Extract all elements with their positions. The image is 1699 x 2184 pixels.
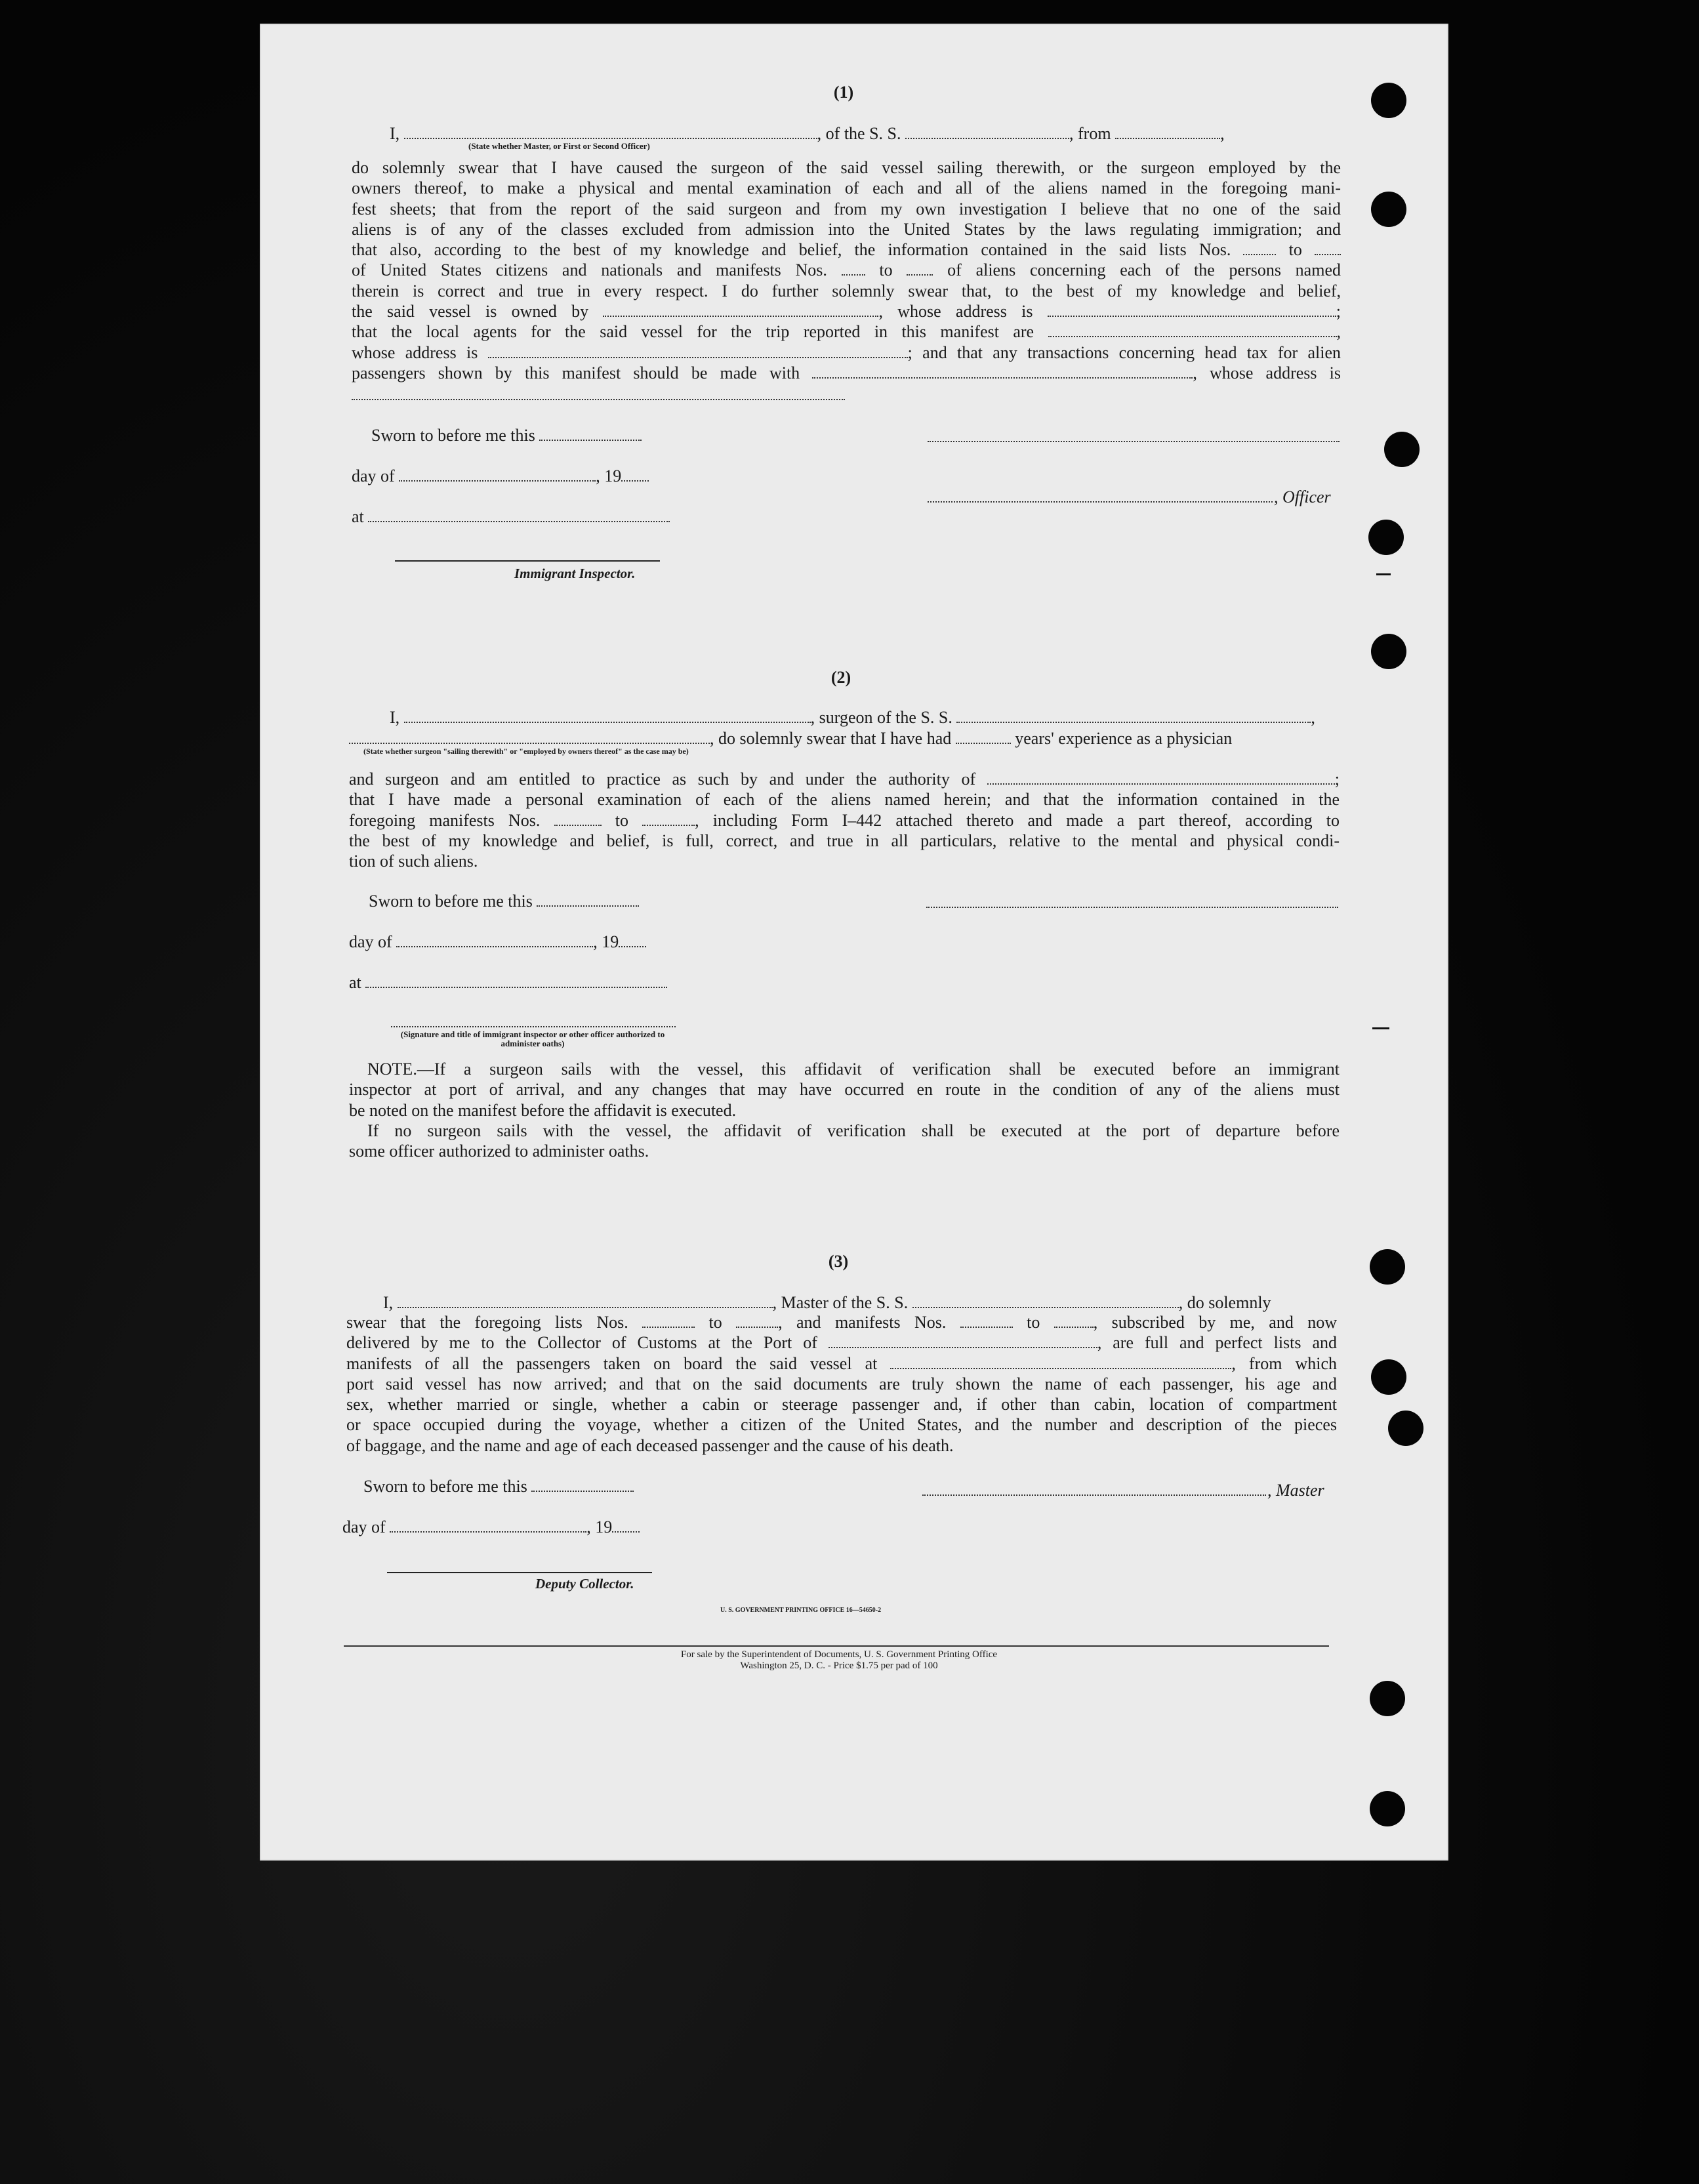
sworn-label: Sworn to before me this	[369, 891, 639, 911]
signature-line	[922, 1494, 1266, 1496]
punch-hole	[1371, 634, 1406, 669]
day-of-label: day of , 19	[342, 1517, 640, 1537]
master-label: , Master	[1267, 1481, 1324, 1500]
at-label: at	[349, 972, 667, 993]
punch-hole	[1371, 1359, 1406, 1395]
section-number: (1)	[833, 83, 854, 102]
field-hint: (State whether Master, or First or Second Officer)	[468, 141, 650, 151]
affidavit-line: I, , Master of the S. S. , do solemnly	[383, 1293, 1271, 1312]
day-of-label: day of , 19	[349, 932, 646, 952]
affidavit-text: and surgeon and am entitled to practice as such by and under the authority of ; that I have made a personal examination of each of the aliens named herein; and that the information contained in the foregoing manifests Nos. to , including Form I–442 attached thereto and made a part thereof, according to the best of my knowledge and belief, is full, correct, and true in all particulars, relative to the mental and physical condi- tion of such aliens.	[349, 770, 1340, 871]
punch-hole	[1368, 520, 1404, 555]
edge-mark	[1372, 1027, 1389, 1029]
field-hint: (Signature and title of immigrant inspector or other officer authorized to administer oaths)	[400, 1029, 665, 1048]
section-number: (2)	[830, 668, 851, 687]
affidavit-text: swear that the foregoing lists Nos. to , and manifests Nos. to , subscribed by me, and now delivered by me to the Collector of Customs at the Port of , are full and perfect lists and manifests of all the passengers taken on board the said vessel at , from which port said vessel has now arrived; and that on the said documents are truly shown the name of each passenger, his age and sex, whether married or single, whether a cabin or steerage passenger and, if other than cabin, location of compartment or space occupied during the voyage, whether a citizen of the United States, and the number and description of the pieces of baggage, and the name and age of each deceased passenger and the cause of his death.	[346, 1313, 1338, 1455]
signature-line	[926, 907, 1338, 908]
collector-label: Deputy Collector.	[535, 1576, 634, 1592]
field-hint: (State whether surgeon "sailing therewith" or "employed by owners thereof" as the case may be)	[363, 747, 689, 756]
blank-line	[352, 399, 845, 400]
affidavit-line: I, , surgeon of the S. S. ,	[390, 708, 1315, 727]
signature-line	[395, 560, 660, 562]
sale-notice: For sale by the Superintendent of Documents, U. S. Government Printing Office	[680, 1649, 998, 1660]
affidavit-line: , do solemnly swear that I have had years' experience as a physician	[349, 728, 1232, 749]
signature-line	[928, 501, 1273, 503]
punch-hole	[1370, 1249, 1405, 1285]
affidavit-line: I, , of the S. S. , from ,	[390, 124, 1225, 143]
affidavit-text: do solemnly swear that I have caused the surgeon of the said vessel sailing therewith, or the surgeon employed by the owners thereof, to make a physical and mental examination of each and all of the aliens named in the foregoing mani- fest sheets; that from the report of the said surgeon and from my own investigation I believe that no one of the said aliens is of any of the classes excluded from admission into the United States by the laws regulating immigration; and that also, according to the best of my knowledge and belief, the information contained in the said lists Nos. to of United States citizens and nationals and manifests Nos. to of aliens concerning each of the persons named therein is correct and true in every respect. I do further solemnly swear that, to the best of my knowledge and belief, the said vessel is owned by , whose address is ; that the local agents for the said vessel for the trip reported in this manifest are , whose address is ; and that any transactions concerning head tax for alien passengers shown by this manifest should be made with , whose address is	[352, 158, 1341, 382]
sworn-label: Sworn to before me this	[371, 425, 642, 445]
inspector-label: Immigrant Inspector.	[514, 566, 636, 581]
note-text: NOTE.—If a surgeon sails with the vessel, this affidavit of verification shall be executed before an immigrant inspector at port of arrival, and any changes that may have occurred en route in the condition of any of the aliens must be noted on the manifest before the affidavit is executed. If no surgeon sails with the vessel, the affidavit of verification shall be executed at the port of departure before some officer authorized to administer oaths.	[349, 1060, 1340, 1161]
at-label: at	[352, 506, 670, 527]
signature-line	[391, 1026, 676, 1027]
officer-label: , Officer	[1274, 487, 1331, 506]
punch-hole	[1370, 1791, 1405, 1826]
punch-hole	[1388, 1411, 1423, 1446]
edge-mark	[1376, 573, 1391, 575]
footer-rule	[344, 1645, 1329, 1647]
punch-hole	[1371, 192, 1406, 227]
day-of-label: day of , 19	[352, 466, 649, 486]
punch-hole	[1384, 432, 1420, 467]
punch-hole	[1370, 1681, 1405, 1716]
signature-line	[387, 1572, 652, 1573]
sale-notice: Washington 25, D. C. - Price $1.75 per pad of 100	[740, 1660, 938, 1671]
section-number: (3)	[828, 1252, 849, 1271]
sworn-label: Sworn to before me this	[363, 1476, 634, 1496]
punch-hole	[1371, 83, 1406, 118]
signature-line	[928, 441, 1340, 442]
printing-office-imprint: U. S. GOVERNMENT PRINTING OFFICE 16—54650-2	[720, 1607, 882, 1614]
